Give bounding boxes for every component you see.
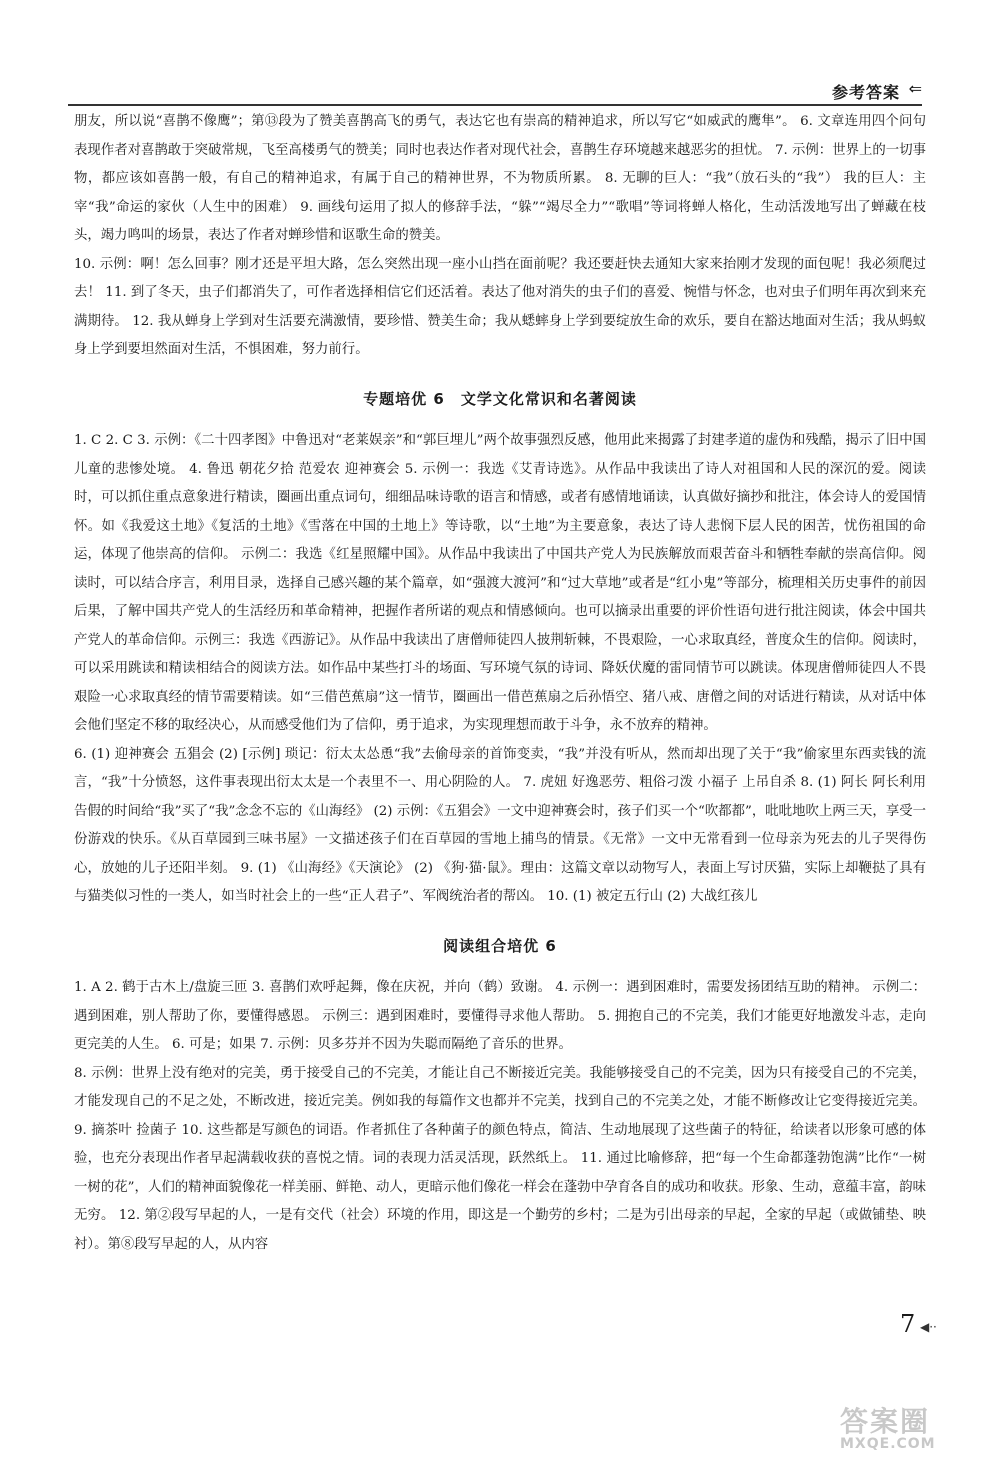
answer-paragraph: 6. (1) 迎神赛会 五猖会 (2) [示例] 琐记：衍太太怂恿“我”去偷母亲的首饰变卖，“我”并没有听从，然而却出现了关于“我”偷家里东西卖钱的流言，“我”十分愤怒，这件事表现出衍太太是一个表里不一、用心阴险的人。 7. 虎妞 好逸恶劳、粗俗刁泼 小福子 上吊自杀 8. (1) 阿长 阿长利用告假的时间给“我”买了“我”念念不忘的《山海经》 (2) 示例：《五猖会》一文中迎神赛会时，孩子们买一个“吹都都”，吡吡地吹上两三天，享受一份游戏的快乐。《从百草园到三味书屋》一文描述孩子们在百草园的雪地上捕鸟的情景。《无常》一文中无常看到一位母亲为死去的儿子哭得伤心，放她的儿子还阳半刻。 9. (1) 《山海经》《天演论》 (2) 《狗·猫·鼠》。理由：这篇文章以动物写人，表面上写讨厌猫，实际上却鞭挞了具有与猫类似习性的一类人，如当时社会上的一些“正人君子”、军阀统治者的帮凶。 10. (1) 被定五行山 (2) 大战红孩儿 xyxy=(74,746,926,904)
page-number: 7 xyxy=(900,1310,916,1338)
header-title: 参考答案 xyxy=(831,83,900,102)
answer-paragraph: 8. 示例：世界上没有绝对的完美，勇于接受自己的不完美，才能让自己不断接近完美。我能够接受自己的不完美，因为只有接受自己的不完美，才能发现自己的不足之处，不断改进，接近完美。例如我的每篇作文也都并不完美，找到自己的不完美之处，才能不断修改让它变得接近完美。 9. 摘茶叶 捡菌子 10. 这些都是写颜色的词语。作者抓住了各种菌子的颜色特点，简洁、生动地展现了这些菌子的特征，给读者以形象可感的体验，也充分表现出作者早起满载收获的喜悦之情。词的表现力活灵活现，跃然纸上。 11. 通过比喻修辞，把“每一个生命都蓬勃饱满”比作“一树一树的花”，人们的精神面貌像花一样美丽、鲜艳、动人，更暗示他们像花一样会在蓬勃中孕育各自的成功和收获。形象、生动，意蕴丰富，韵味无穷。 12. 第②段写早起的人，一是有交代（社会）环境的作用，即这是一个勤劳的乡村；二是为引出母亲的早起，全家的早起（或做铺垫、映衬）。第⑧段写早起的人，从内容 xyxy=(74,1065,926,1252)
section-title-topic6: 专题培优 6 文学文化常识和名著阅读 xyxy=(363,389,637,408)
answer-paragraph: 朋友，所以说“喜鹊不像鹰”；第⑬段为了赞美喜鹊高飞的勇气，表达它也有崇高的精神追求，所以写它“如威武的鹰隼”。 6. 文章连用四个问句表现作者对喜鹊敢于突破常规，飞至高楼勇气的赞美；同时也表达作者对现代社会，喜鹊生存环境越来越恶劣的担忧。 7. 示例：世界上的一切事物，都应该如喜鹊一般，有自己的精神追求，有属于自己的精神世界，不为物质所累。 8. 无聊的巨人：“我”（放石头的“我”） 我的巨人：主宰“我”命运的家伙（人生中的困难） 9. 画线句运用了拟人的修辞手法，“躲”“竭尽全力”“歌唱”等词将蝉人格化，生动活泼地写出了蝉藏在枝头，竭力鸣叫的场景，表达了作者对蝉珍惜和讴歌生命的赞美。 xyxy=(74,114,926,243)
watermark-url: MXQE.COM xyxy=(840,1436,936,1452)
page-marker-icon: ◀·· xyxy=(920,1320,937,1334)
arrow-left-icon: ⇐ xyxy=(908,79,922,98)
answer-paragraph: 10. 示例：啊！怎么回事？刚才还是平坦大路，怎么突然出现一座小山挡在面前呢？我还要赶快去通知大家来抬刚才发现的面包呢！我必须爬过去！ 11. 到了冬天，虫子们都消失了，可作者选择相信它们还活着。表达了他对消失的虫子们的喜爱、惋惜与怀念，也对虫子们明年再次到来充满期待。 12. 我从蝉身上学到对生活要充满激情，要珍惜、赞美生命；我从蟋蟀身上学到要绽放生命的欢乐，要自在豁达地面对生活；我从蚂蚁身上学到要坦然面对生活，不惧困难，努力前行。 xyxy=(74,256,926,357)
answer-paragraph: 1. C 2. C 3. 示例：《二十四孝图》中鲁迅对“老莱娱亲”和“郭巨埋儿”两个故事强烈反感，他用此来揭露了封建孝道的虚伪和残酷，揭示了旧中国儿童的悲惨处境。 4. 鲁迅 朝花夕拾 范爱农 迎神赛会 5. 示例一：我选《艾青诗选》。从作品中我读出了诗人对祖国和人民的深沉的爱。阅读时，可以抓住重点意象进行精读，圈画出重点词句，细细品味诗歌的语言和情感，或者有感情地诵读，认真做好摘抄和批注，体会诗人的爱国情怀。如《我爱这土地》《复活的土地》《雪落在中国的土地上》等诗歌，以“土地”为主要意象，表达了诗人悲悯下层人民的困苦，忧伤祖国的命运，体现了他崇高的信仰。 示例二：我选《红星照耀中国》。从作品中我读出了中国共产党人为民族解放而艰苦奋斗和牺牲奉献的崇高信仰。阅读时，可以结合序言，利用目录，选择自己感兴趣的某个篇章，如“强渡大渡河”和“过大草地”或者是“红小鬼”等部分，梳理相关历史事件的前因后果，了解中国共产党人的生活经历和革命精神，把握作者所诺的观点和情感倾向。也可以摘录出重要的评价性语句进行批注阅读，体会中国共产党人的革命信仰。示例三：我选《西游记》。从作品中我读出了唐僧师徒四人披荆斩棘，不畏艰险，一心求取真经，普度众生的信仰。阅读时，可以采用跳读和精读相结合的阅读方法。如作品中某些打斗的场面、写环境气氛的诗词、降妖伏魔的雷同情节可以跳读。体现唐僧师徒四人不畏艰险一心求取真经的情节需要精读。如“三借芭蕉扇”这一情节，圈画出一借芭蕉扇之后孙悟空、猪八戒、唐僧之间的对话进行精读，从对话中体会他们坚定不移的取经决心，从而感受他们为了信仰，勇于追求，为实现理想而敢于斗争，永不放弃的精神。 xyxy=(74,433,926,733)
page-header xyxy=(68,76,922,106)
watermark-logo-text: 答案圈 xyxy=(840,1405,931,1438)
answer-content xyxy=(74,108,926,1259)
watermark-logo xyxy=(840,1400,990,1452)
answer-paragraph: 1. A 2. 鹤于古木上/盘旋三匝 3. 喜鹊们欢呼起舞，像在庆祝，并向（鹤）致谢。 4. 示例一：遇到困难时，需要发扬团结互助的精神。 示例二：遇到困难，别人帮助了你，要懂得感恩。 示例三：遇到困难时，要懂得寻求他人帮助。 5. 拥抱自己的不完美，我们才能更好地激发斗志，走向更完美的人生。 6. 可是；如果 7. 示例：贝多芬并不因为失聪而隔绝了音乐的世界。 xyxy=(74,980,926,1052)
section-title-reading6: 阅读组合培优 6 xyxy=(443,936,557,955)
